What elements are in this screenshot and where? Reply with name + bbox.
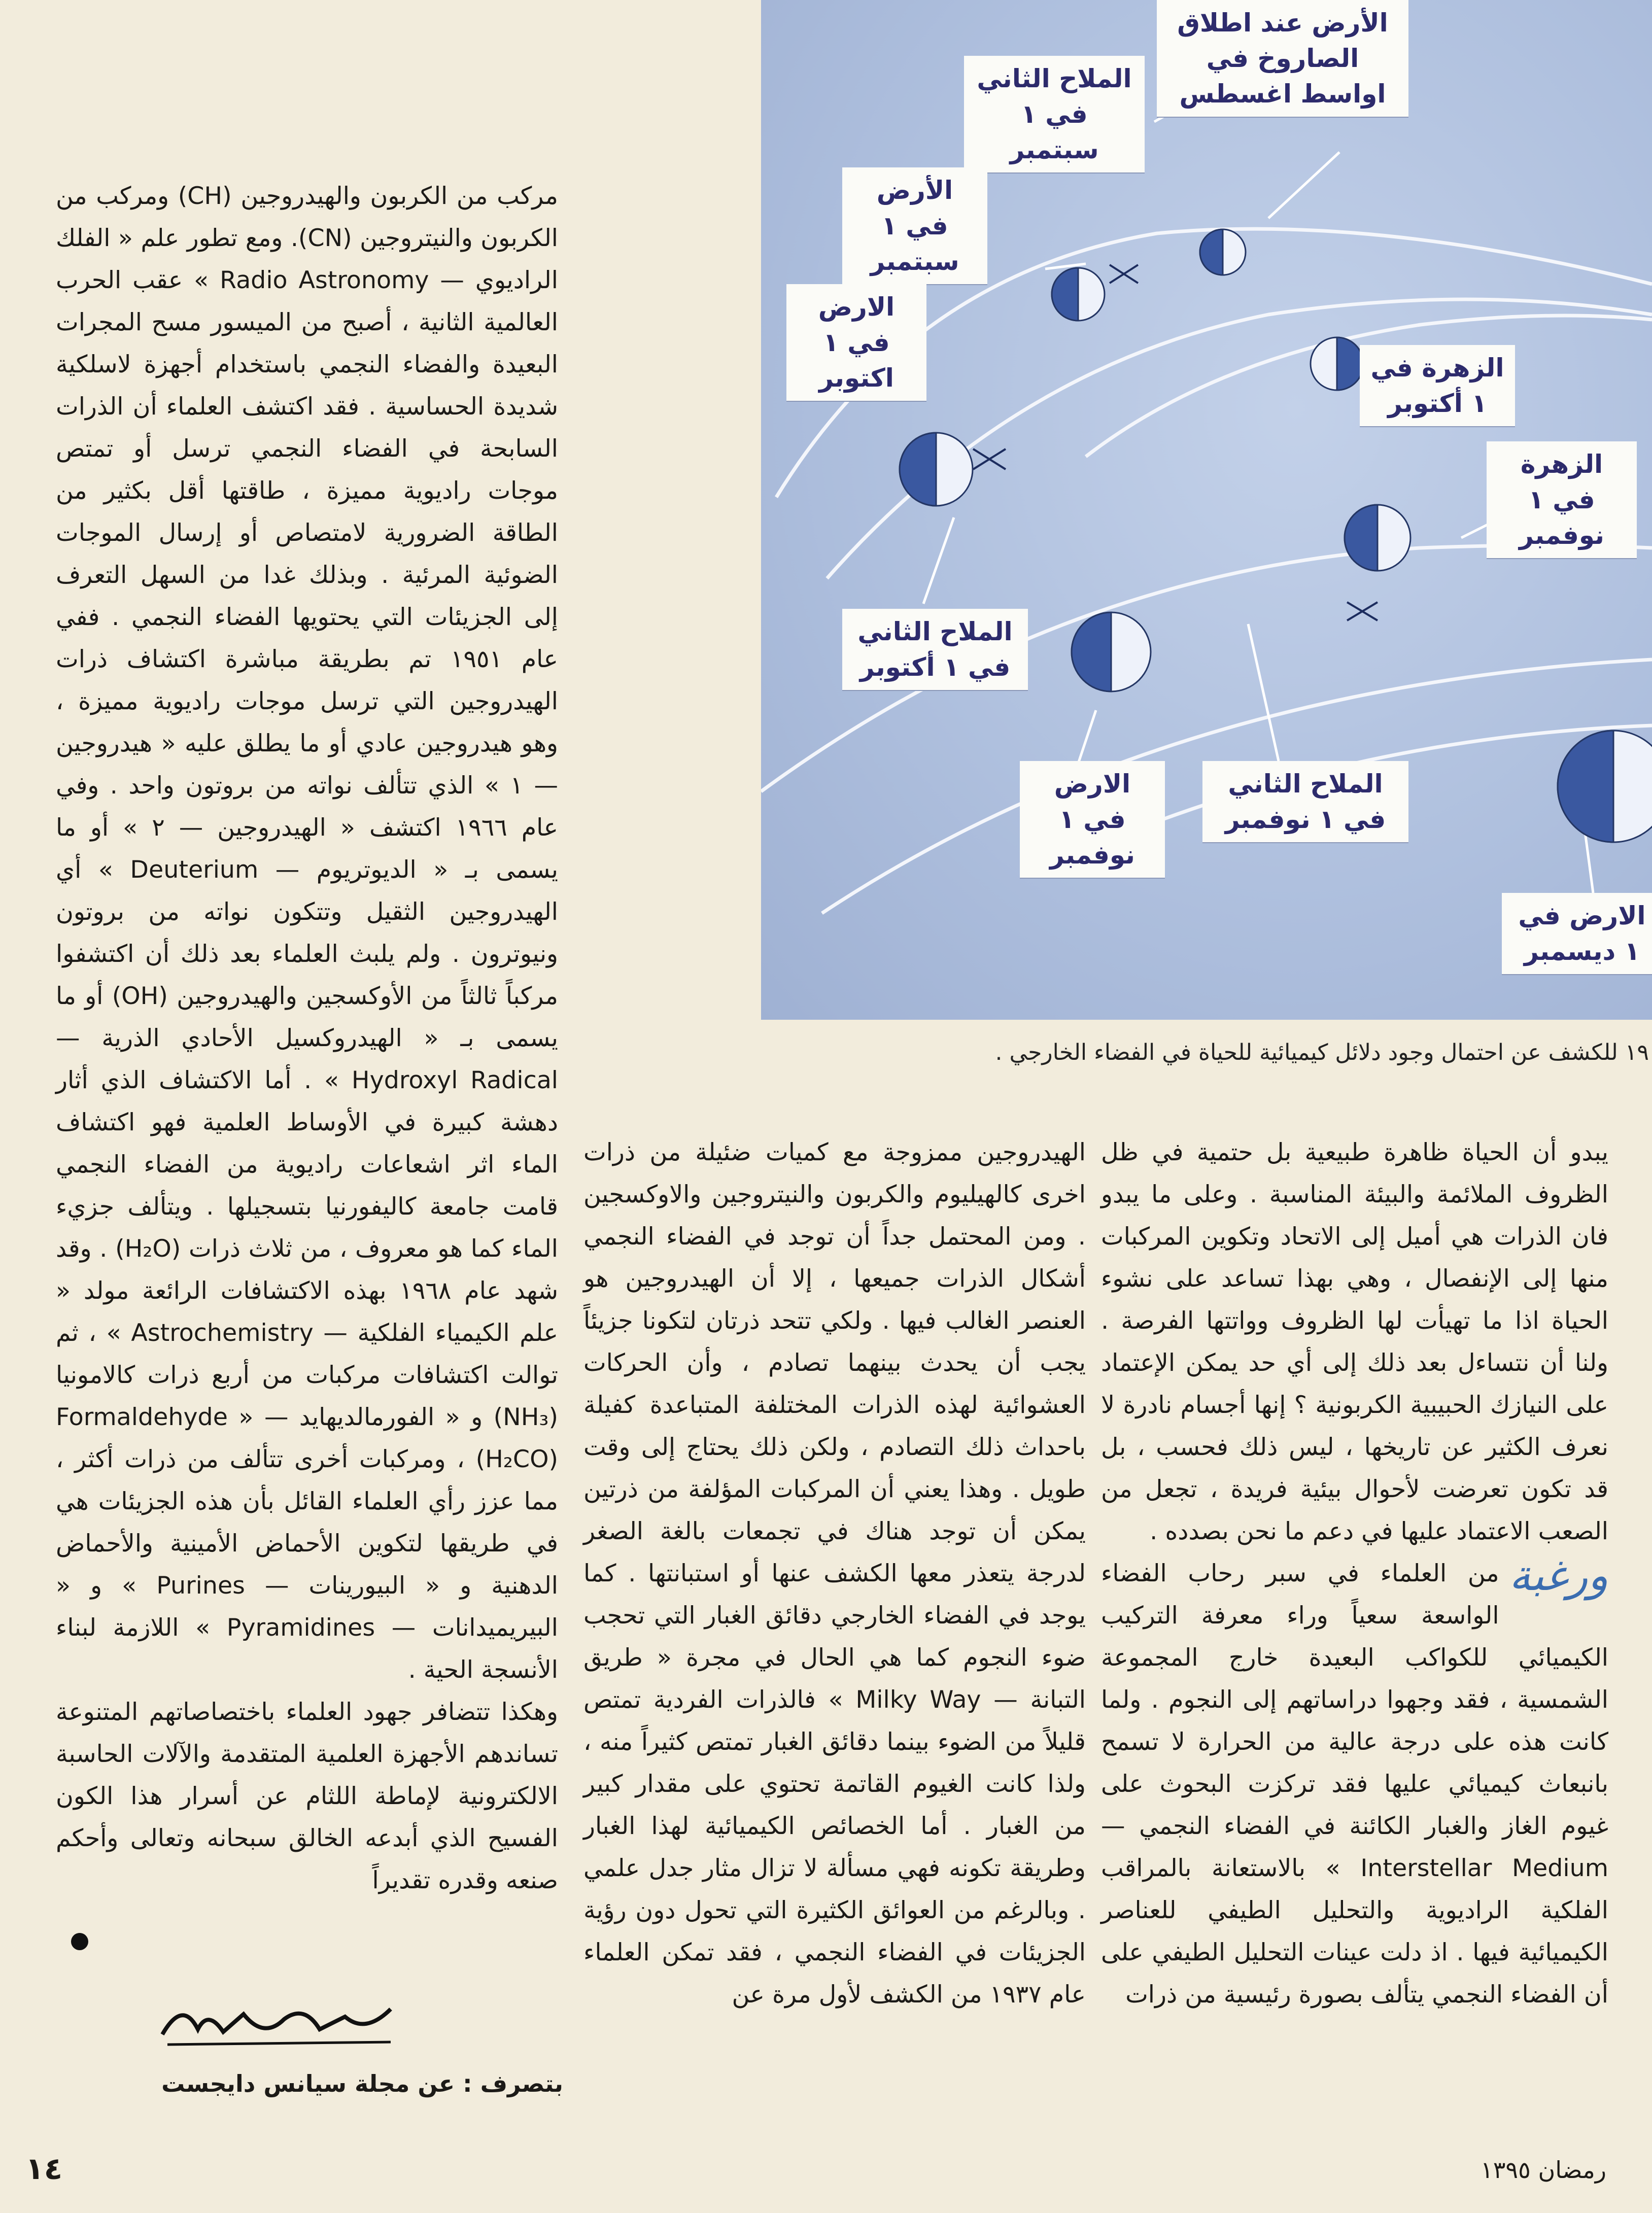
article-column-left	[56, 175, 558, 1901]
signature-icon	[152, 1994, 406, 2055]
figure-caption: ١٩ للكشف عن احتمال وجود دلائل كيميائية للحياة في الفضاء الخارجي .	[995, 1040, 1649, 1065]
source-credit: بتصرف : عن مجلة سيانس دايجست	[161, 2070, 563, 2097]
article-column-right	[1101, 1131, 1608, 2016]
right-column-continued	[1101, 1552, 1608, 2016]
label-probe-sep: الملاح الثاني في ١ سبتمبر	[964, 56, 1145, 172]
label-earth-oct: الارض في ١ اكتوبر	[786, 284, 926, 401]
page-number: ١٤	[25, 2151, 63, 2187]
label-probe-oct: الملاح الثاني في ١ أكتوبر	[842, 609, 1028, 690]
right-column-text: يبدو أن الحياة ظاهرة طبيعية بل حتمية في ظل الظروف الملائمة والبيئة المناسبة . وعلى ما يبدو فان الذرات هي أميل إلى الاتحاد وتكوين المركبات منها إلى الإنفصال ، وهي بهذا تساعد على نشوء الحياة اذا ما تهيأت لها الظروف وواتتها الفرصة . ولنا أن نتساءل بعد ذلك إلى أي حد يمكن الإعتماد على النيازك الحبيبية الكربونية ؟ إنها أجسام نادرة لا نعرف الكثير عن تاريخها ، ليس ذلك فحسب ، بل قد تكون تعرضت لأحوال بيئية فريدة ، تجعل من الصعب الاعتماد عليها في دعم ما نحن بصدده .	[1101, 1138, 1608, 1545]
decorative-highlight-word: ورغبة	[1509, 1550, 1608, 1600]
label-earth-sep: الأرض في ١ سبتمبر	[842, 167, 987, 284]
article-column-middle	[583, 1131, 1086, 2016]
label-venus-oct: الزهرة في ١ أكتوبر	[1360, 345, 1515, 426]
orbit-diagram	[761, 0, 1652, 1020]
issue-date: رمضان ١٣٩٥	[1481, 2156, 1606, 2184]
label-venus-nov: الزهرة في ١ نوفمبر	[1487, 441, 1637, 558]
markers	[973, 265, 1378, 620]
left-column-closing: وهكذا تتضافر جهود العلماء باختصاصاتهم المتنوعة تساندهم الأجهزة العلمية المتقدمة والآلات الحاسبة الالكترونية لإماطة اللثام عن أسرار هذا الكون الفسيح الذي أبدعه الخالق سبحانه وتعالى وأحكم صنعه وقدره تقديراً	[56, 1698, 558, 1894]
middle-column-text: الهيدروجين ممزوجة مع كميات ضئيلة من ذرات اخرى كالهيليوم والكربون والنيتروجين والاوكسجين . ومن المحتمل جداً أن توجد في الفضاء النجمي أشكال الذرات جميعها ، إلا أن الهيدروجين هو العنصر الغالب فيها . ولكي تتحد ذرتان لتكونا جزيئاً يجب أن يحدث بينهما تصادم ، وأن الحركات العشوائية لهذه الذرات المختلفة المتباعدة كفيلة باحداث ذلك التصادم ، ولكن ذلك يحتاج إلى وقت طويل . وهذا يعني أن المركبات المؤلفة من ذرتين يمكن أن توجد هناك في تجمعات بالغة الصغر لدرجة يتعذر معها الكشف عنها أو استبانتها . كما يوجد في الفضاء الخارجي دقائق الغبار التي تحجب ضوء النجوم كما هي الحال في مجرة « طريق التبانة — Milky Way » فالذرات الفردية تمتص قليلاً من الضوء بينما دقائق الغبار تمتص كثيراً منه ، ولذا كانت الغيوم القاتمة تحتوي على مقدار كبير من الغبار . أما الخصائص الكيميائية لهذا الغبار وطريقة تكونه فهي مسألة لا تزال مثار جدل علمي . وبالرغم من العوائق الكثيرة التي تحول دون رؤية الجزيئات في الفضاء النجمي ، فقد تمكن العلماء عام ١٩٣٧ من الكشف لأول مرة عن	[583, 1138, 1086, 2009]
label-earth-nov: الارض في ١ نوفمبر	[1020, 761, 1165, 878]
label-probe-nov: الملاح الثاني في ١ نوفمبر	[1202, 761, 1408, 842]
left-column-text: مركب من الكربون والهيدروجين (CH) ومركب من الكربون والنيتروجين (CN). ومع تطور علم « الفلك الراديوي — Radio Astronomy » عقب الحرب العالمية الثانية ، أصبح من الميسور مسح المجرات البعيدة والفضاء النجمي باستخدام أجهزة لاسلكية شديدة الحساسية . فقد اكتشف العلماء أن الذرات السابحة في الفضاء النجمي ترسل أو تمتص موجات راديوية مميزة ، طاقتها أقل بكثير من الطاقة الضرورية لامتصاص أو إرسال الموجات الضوئية المرئية . وبذلك غدا من السهل التعرف إلى الجزيئات التي يحتويها الفضاء النجمي . ففي عام ١٩٥١ تم بطريقة مباشرة اكتشاف ذرات الهيدروجين التي ترسل موجات راديوية مميزة ، وهو هيدروجين عادي أو ما يطلق عليه « هيدروجين — ١ » الذي تتألف نواته من بروتون واحد . وفي عام ١٩٦٦ اكتشف « الهيدروجين — ٢ » أو ما يسمى بـ « الديوتريوم — Deuterium » أي الهيدروجين الثقيل وتتكون نواته من بروتون ونيوترون . ولم يلبث العلماء بعد ذلك أن اكتشفوا مركباً ثالثاً من الأوكسجين والهيدروجين (OH) أو ما يسمى بـ « الهيدروكسيل الأحادي الذرية — Hydroxyl Radical » . أما الاكتشاف الذي أثار دهشة كبيرة في الأوساط العلمية فهو اكتشاف الماء اثر اشعاعات راديوية من الفضاء النجمي قامت جامعة كاليفورنيا بتسجيلها . ويتألف جزيء الماء كما هو معروف ، من ثلاث ذرات (H₂O) . وقد شهد عام ١٩٦٨ بهذه الاكتشافات الرائعة مولد « علم الكيمياء الفلكية — Astrochemistry » ، ثم توالت اكتشافات مركبات من أربع ذرات كالامونيا (NH₃) و « الفورمالديهايد — Formaldehyde » (H₂CO) ، ومركبات أخرى تتألف من ذرات أكثر ، مما عزز رأي العلماء القائل بأن هذه الجزيئات هي في طريقها لتكوين الأحماض الأمينية والأحماض الدهنية و « البيورينات — Purines » و « البيريميدانات — Pyramidines » اللازمة لبناء الأنسجة الحية .	[56, 182, 559, 1684]
label-earth-launch: الأرض عند اطلاق الصاروخ في اواسط اغسطس	[1157, 0, 1408, 117]
end-bullet-icon	[71, 1933, 88, 1950]
right-column-continued-text: من العلماء في سبر رحاب الفضاء الواسعة سعياً وراء معرفة التركيب الكيميائي للكواكب البعيدة خارج المجموعة الشمسية ، فقد وجهوا دراساتهم إلى النجوم . ولما كانت هذه على درجة عالية من الحرارة لا تسمح بانبعاث كيميائي عليها فقد تركزت البحوث على غيوم الغاز والغبار الكائنة في الفضاء النجمي — Interstellar Medium » بالاستعانة بالمراقب الفلكية الراديوية والتحليل الطيفي للعناصر الكيميائية فيها . اذ دلت عينات التحليل الطيفي على أن الفضاء النجمي يتألف بصورة رئيسية من ذرات	[1101, 1560, 1608, 2009]
label-earth-dec: الارض في ١ ديسمبر	[1502, 893, 1652, 974]
